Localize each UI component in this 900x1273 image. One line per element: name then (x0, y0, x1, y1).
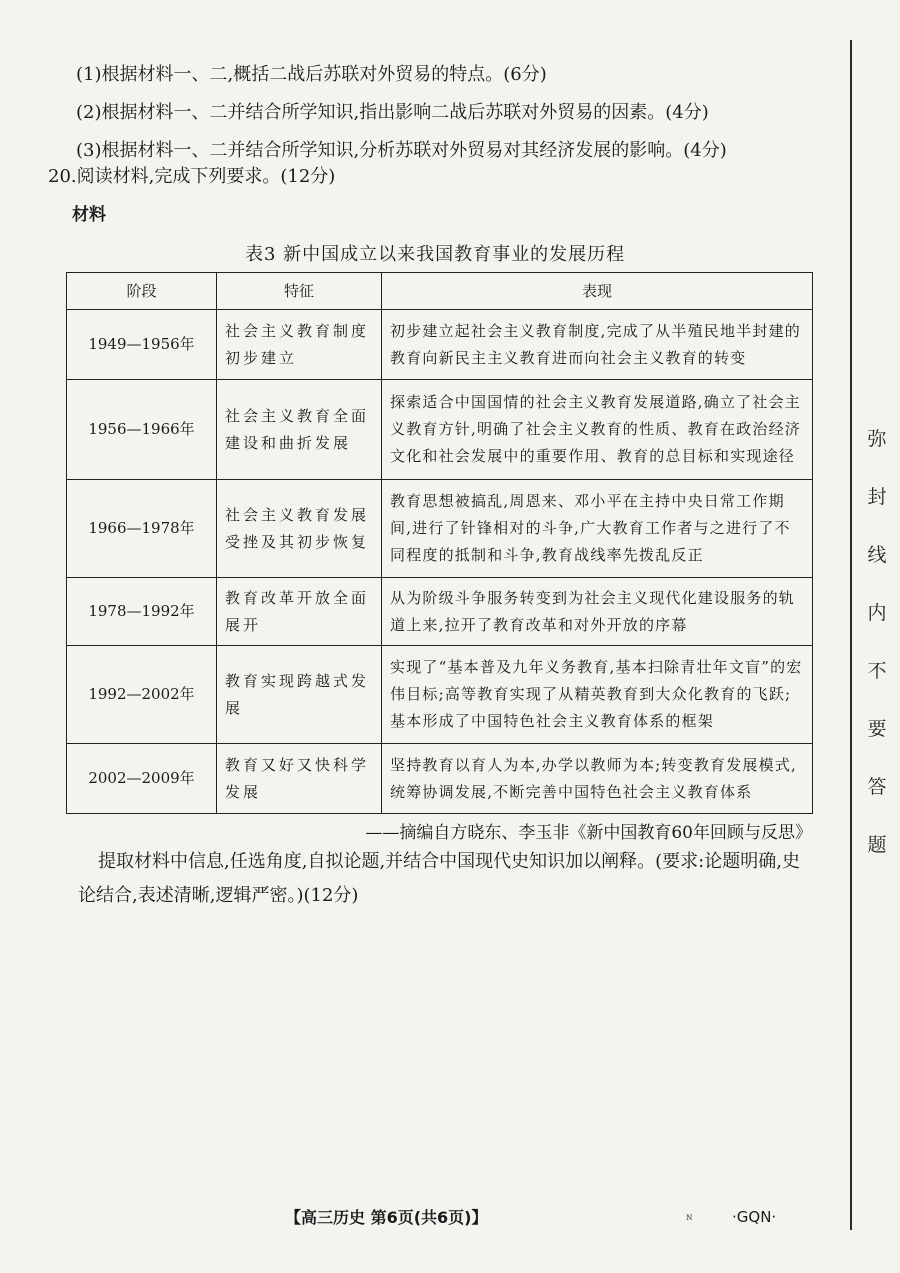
feature-cell: 社会主义教育制度初步建立 (217, 310, 382, 380)
stage-cell: 2002—2009年 (67, 744, 217, 814)
stray-mark: ɴ (686, 1212, 693, 1223)
education-history-table (66, 272, 813, 814)
seal-char: 要 (867, 718, 887, 740)
table-row (67, 380, 813, 480)
material-label: 材料 (72, 205, 106, 225)
seal-char: 线 (867, 544, 887, 566)
performance-cell: 从为阶级斗争服务转变到为社会主义现代化建设服务的轨道上来,拉开了教育改革和对外开放的序幕 (382, 578, 813, 646)
table-header-row (67, 273, 813, 310)
question-20: 20.阅读材料,完成下列要求。(12分) (48, 166, 336, 187)
seal-char: 题 (867, 834, 887, 856)
source-citation: ——摘编自方晓东、李玉非《新中国教育60年回顾与反思》 (365, 823, 812, 843)
table-row (67, 578, 813, 646)
header-feature: 特征 (217, 273, 382, 310)
seal-char: 答 (867, 776, 887, 798)
seal-char: 内 (867, 602, 887, 624)
stage-cell: 1992—2002年 (67, 646, 217, 744)
seal-char: 不 (867, 660, 887, 682)
feature-cell: 教育实现跨越式发展 (217, 646, 382, 744)
seal-char: 弥 (867, 428, 887, 450)
seal-line (850, 40, 852, 1230)
header-stage: 阶段 (67, 273, 217, 310)
performance-cell: 教育思想被搞乱,周恩来、邓小平在主持中央日常工作期间,进行了针锋相对的斗争,广大教育工作者与之进行了不同程度的抵制和斗争,教育战线率先拨乱反正 (382, 480, 813, 578)
question-1: (1)根据材料一、二,概括二战后苏联对外贸易的特点。(6分) (76, 64, 547, 85)
table-row (67, 744, 813, 814)
performance-cell: 初步建立起社会主义教育制度,完成了从半殖民地半封建的教育向新民主主义教育进而向社会主义教育的转变 (382, 310, 813, 380)
performance-cell: 实现了“基本普及九年义务教育,基本扫除青壮年文盲”的宏伟目标;高等教育实现了从精英教育到大众化教育的飞跃;基本形成了中国特色社会主义教育体系的框架 (382, 646, 813, 744)
question-2: (2)根据材料一、二并结合所学知识,指出影响二战后苏联对外贸易的因素。(4分) (76, 102, 709, 123)
stage-cell: 1949—1956年 (67, 310, 217, 380)
feature-cell: 社会主义教育发展受挫及其初步恢复 (217, 480, 382, 578)
feature-cell: 教育改革开放全面展开 (217, 578, 382, 646)
table-row (67, 310, 813, 380)
question-3: (3)根据材料一、二并结合所学知识,分析苏联对外贸易对其经济发展的影响。(4分) (76, 140, 727, 161)
feature-cell: 社会主义教育全面建设和曲折发展 (217, 380, 382, 480)
performance-cell: 探索适合中国国情的社会主义教育发展道路,确立了社会主义教育方针,明确了社会主义教育的性质、教育在政治经济文化和社会发展中的重要作用、教育的总目标和实现途径 (382, 380, 813, 480)
exam-code: ·GQN· (732, 1208, 777, 1226)
table-title: 表3 新中国成立以来我国教育事业的发展历程 (245, 244, 626, 265)
feature-cell: 教育又好又快科学发展 (217, 744, 382, 814)
table-row (67, 480, 813, 578)
stage-cell: 1956—1966年 (67, 380, 217, 480)
page-footer: 【高三历史 第6页(共6页)】 (285, 1208, 488, 1227)
stage-cell: 1966—1978年 (67, 480, 217, 578)
table-row (67, 646, 813, 744)
header-performance: 表现 (382, 273, 813, 310)
essay-prompt: 提取材料中信息,任选角度,自拟论题,并结合中国现代史知识加以阐释。(要求:论题明确,史论结合,表述清晰,逻辑严密。)(12分) (78, 851, 800, 906)
seal-char: 封 (867, 486, 887, 508)
seal-line-notice (866, 410, 888, 874)
performance-cell: 坚持教育以育人为本,办学以教师为本;转变教育发展模式,统筹协调发展,不断完善中国特色社会主义教育体系 (382, 744, 813, 814)
stage-cell: 1978—1992年 (67, 578, 217, 646)
